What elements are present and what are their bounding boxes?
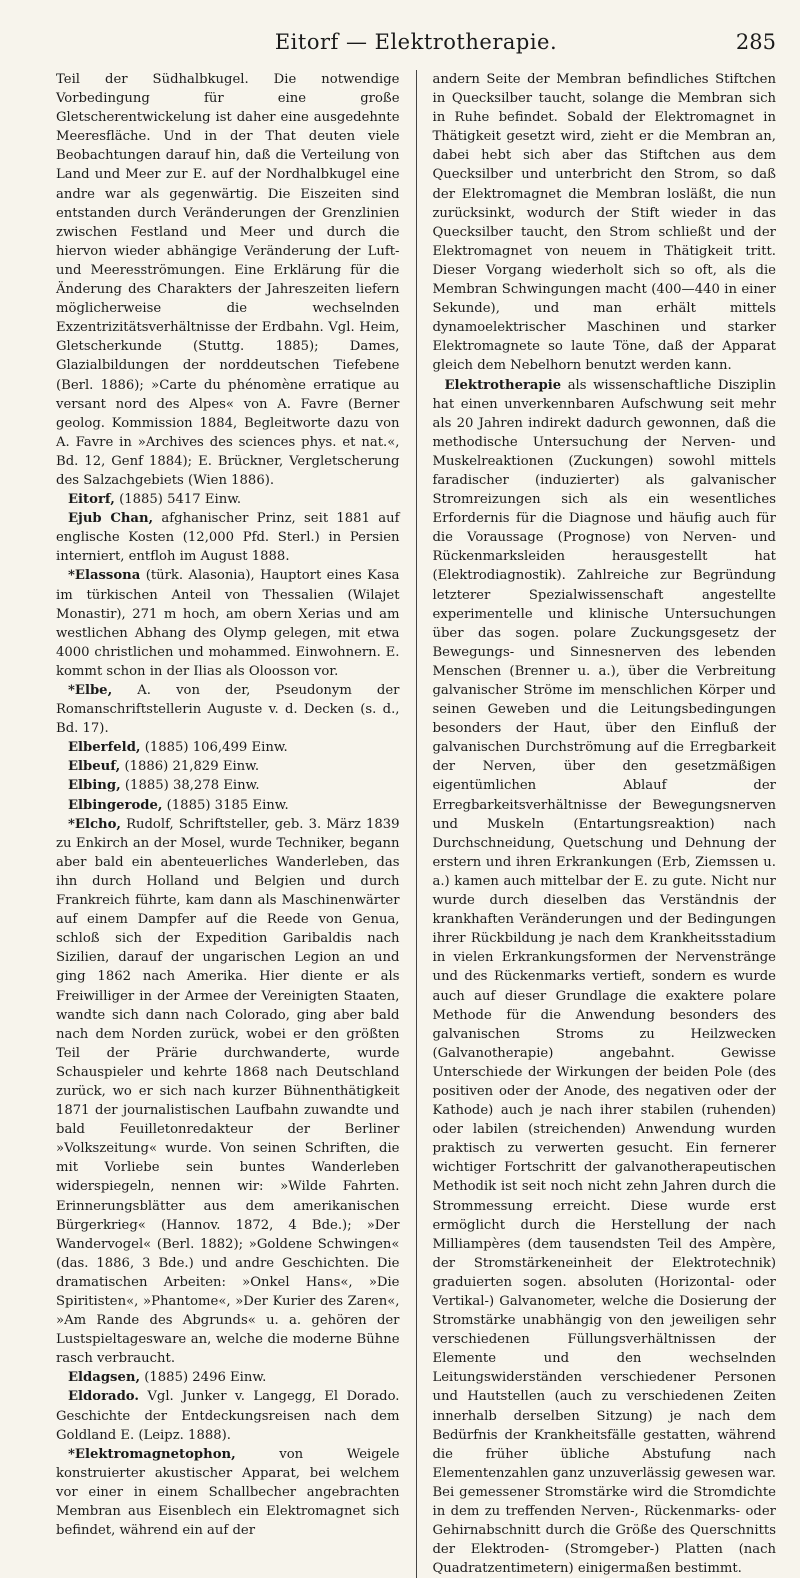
entry-text: als wissenschaftliche Disziplin hat einen unverkennbaren Aufschwung seit mehr als 20 Jahren indirekt dadurch gewonnen, daß die methodische Untersuchung der Nerven- und Muskelreaktionen (Zuckungen) sowohl mittels faradischer (induzierter) als galvanischer Stromreizungen sich als ein wesentliches Erfordernis für die Diagnose und häufig auch für die Voraussage (Prognose) von Nerven- und Rückenmarksleiden herausgestellt hat (Elektrodiagnostik). Zahlreiche zur Begründung letzterer Spezialwissenschaft angestellte experimentelle und klinische Untersuchungen über das sogen. polare Zuckungsgesetz der Bewegungs- und Sinnesnerven des lebenden Menschen (Brenner u. a.), über die Verbreitung galvanischer Ströme im menschlichen Körper und seinen Geweben und die Leitungsbedingungen besonders der Haut, über den Einfluß der galvanischen Durchströmung auf die Erregbarkeit der Nerven, über den gesetzmäßigen eigentümlichen Ablauf der Erregbarkeitsverhältnisse der Bewegungsnerven und Muskeln (Entartungsreaktion) nach Durchschneidung, Quetschung und Dehnung der erstern und ihren Erkrankungen (Erb, Ziemssen u. a.) kamen auch mittelbar der E. zu gute. Nicht nur wurde durch dieselben das Verständnis der krankhaften Veränderungen und der Bedingungen ihrer Rückbildung je nach dem Krankheitsstadium in vielen Erkrankungsformen der Nervenstränge und des Rückenmarks vertieft, sondern es wurde auch auf dieser Grundlage die exaktere polare Methode für die Anwendung besonders des galvanischen Stroms zu Heilzwecken (Galvanotherapie) angebahnt. Gewisse Unterschiede der Wirkungen der beiden Pole (des positiven oder der Anode, des negativen oder der Kathode) auch je nach ihrer stabilen (ruhenden) oder labilen (streichenden) Anwendung wurden praktisch zu verwerten gesucht. Ein fernerer wichtiger Fortschritt der galvanotherapeutischen Methodik ist seit noch nicht zehn Jahren durch die Strommessung erreicht. Diese wurde erst ermöglicht durch die Herstellung der nach Milliampères (dem tausendsten Teil des Ampère, der Stromstärkeneinheit der Elektrotechnik) graduierten sogen. absoluten (Horizontal- oder Vertikal-) Galvanometer, welche die Dosierung der Stromstärke unabhängig von den jeweiligen sehr verschiedenen Füllungsverhältnissen der Elemente und den wechselnden Leitungswiderständen verschiedener Personen und Hautstellen (auch zu verschiedenen Zeiten innerhalb derselben Sitzung) je nach dem Bedürfnis der Krankheitsfälle gestatten, während die früher übliche Abstufung nach Elementenzahlen ganz unzuverlässig gewesen war. Bei gemessener Stromstärke wird die Stromdichte in dem zu treffenden Nerven-, Rückenmarks- oder Gehirnabschnitt durch die Größe des Querschnitts der Elektroden- (Stromgeber-) Platten (nach Quadratzentimetern) einigermaßen bestimmt. [432,378,776,1577]
dictionary-entry [56,70,400,490]
column-divider [416,70,417,1578]
entry-headword: *Elcho, [68,817,121,832]
dictionary-entry [56,1368,400,1387]
entry-text: von Weigele konstruierter akustischer Apparat, bei welchem vor einer in einem Schallbecher angebrachten Membran aus Eisenblech ein Elektromagnet sich befindet, während ein auf der [56,1447,400,1538]
dictionary-entry [56,757,400,776]
right-column [432,70,776,1578]
dictionary-entry [56,738,400,757]
entry-headword: *Elbe, [68,683,112,698]
page-number: 285 [736,30,776,54]
entry-headword: Elbeuf, [68,759,120,774]
dictionary-entry [56,1445,400,1540]
dictionary-entry [432,70,776,376]
dictionary-entry [56,566,400,681]
entry-text: (türk. Alasonia), Hauptort eines Kasa im türkischen Anteil von Thessalien (Wilajet Monastir), 271 m hoch, am obern Xerias und am westlichen Abhang des Olymp gelegen, mit etwa 4000 christlichen und mohammed. Einwohnern. E. kommt schon in der Ilias als Oloosson vor. [56,568,400,678]
entry-text: Vgl. Junker v. Langegg, El Dorado. Geschichte der Entdeckungsreisen nach dem Goldland E. (Leipz. 1888). [56,1389,400,1442]
dictionary-entry [56,509,400,566]
entry-text: (1885) 106,499 Einw. [145,740,288,755]
entry-headword: Eldorado. [68,1389,139,1404]
entry-headword: Ejub Chan, [68,511,153,526]
entry-text: (1885) 38,278 Einw. [125,778,260,793]
entry-text: (1885) 3185 Einw. [167,798,289,813]
text-columns [56,70,776,1578]
entry-text: (1886) 21,829 Einw. [124,759,259,774]
entry-headword: Elbing, [68,778,121,793]
dictionary-entry [56,681,400,738]
entry-text: andern Seite der Membran befindliches Stiftchen in Quecksilber taucht, solange die Membran sich in Ruhe befindet. Sobald der Elektromagnet in Thätigkeit gesetzt wird, zieht er die Membran an, dabei hebt sich aber das Stiftchen aus dem Quecksilber und unterbricht den Strom, so daß der Elektromagnet die Membran losläßt, die nun zurücksinkt, wodurch der Stift wieder in das Quecksilber taucht, den Strom schließt und der Elektromagnet von neuem in Thätigkeit tritt. Dieser Vorgang wiederholt sich so oft, als die Membran Schwingungen macht (400—440 in einer Sekunde), und man erhält mittels dynamoelektrischer Maschinen und starker Elektromagnete so laute Töne, daß der Apparat gleich dem Nebelhorn benutzt werden kann. [432,72,776,373]
left-column [56,70,400,1578]
page-header [56,28,776,62]
entry-text: afghanischer Prinz, seit 1881 auf englische Kosten (12,000 Pfd. Sterl.) in Persien interniert, entfloh im August 1888. [56,511,400,564]
dictionary-entry [432,376,776,1578]
entry-text: A. von der, Pseudonym der Romanschriftstellerin Auguste v. d. Decken (s. d., Bd. 17). [56,683,400,736]
dictionary-entry [56,490,400,509]
entry-headword: Elbingerode, [68,798,162,813]
dictionary-entry [56,776,400,795]
entry-text: Rudolf, Schriftsteller, geb. 3. März 1839 zu Enkirch an der Mosel, wurde Techniker, begann aber bald ein abenteuerliches Wanderleben, das ihn durch Holland und Belgien und durch Frankreich führte, kam dann als Maschinenwärter auf einem Dampfer auf die Reede von Genua, schloß sich der Expedition Garibaldis nach Sizilien, darauf der ungarischen Legion an und ging 1862 nach Amerika. Hier diente er als Freiwilliger in der Armee der Vereinigten Staaten, wandte sich dann nach Colorado, ging aber bald nach dem Norden zurück, wobei er den größten Teil der Prärie durchwanderte, wurde Schauspieler und kehrte 1868 nach Deutschland zurück, wo er sich nach kurzer Bühnenthätigkeit 1871 der journalistischen Laufbahn zuwandte und bald Feuilletonredakteur der Berliner »Volkszeitung« wurde. Von seinen Schriften, die mit Vorliebe sein buntes Wanderleben widerspiegeln, nennen wir: »Wilde Fahrten. Erinnerungsblätter aus dem amerikanischen Bürgerkrieg« (Hannov. 1872, 4 Bde.); »Der Wandervogel« (Berl. 1882); »Goldene Schwingen« (das. 1886, 3 Bde.) und andre Geschichten. Die dramatischen Arbeiten: »Onkel Hans«, »Die Spiritisten«, »Phantome«, »Der Kurier des Zaren«, »Am Rande des Abgrunds« u. a. gehören der Lustspieltagesware an, welche die moderne Bühne rasch verbraucht. [56,817,400,1367]
entry-headword: *Elassona [68,568,140,583]
entry-text: Teil der Südhalbkugel. Die notwendige Vorbedingung für eine große Gletscherentwickelung ist daher eine ausgedehnte Meeresfläche. Und in der That deuten viele Beobachtungen darauf hin, daß die Verteilung von Land und Meer zur E. auf der Nordhalbkugel eine andre war als gegenwärtig. Die Eiszeiten sind entstanden durch Veränderungen der Grenzlinien zwischen Festland und Meer und durch die hiervon wieder abhängige Veränderung der Luft- und Meeresströmungen. Eine Erklärung für die Änderung des Charakters der Jahreszeiten liefern möglicherweise die wechselnden Exzentrizitätsverhältnisse der Erdbahn. Vgl. Heim, Gletscherkunde (Stuttg. 1885); Dames, Glazialbildungen der norddeutschen Tiefebene (Berl. 1886); »Carte du phénomène erratique au versant nord des Alpes« von A. Favre (Berner geolog. Kommission 1884, Begleitworte dazu von A. Favre in »Archives des sciences phys. et nat.«, Bd. 12, Genf 1884); E. Brückner, Vergletscherung des Salzachgebiets (Wien 1886). [56,72,400,488]
dictionary-entry [56,1387,400,1444]
entry-text: (1885) 2496 Einw. [144,1370,266,1385]
entry-headword: Eldagsen, [68,1370,140,1385]
entry-headword: Elektrotherapie [444,378,561,393]
running-title: Eitorf — Elektrotherapie. [56,30,776,54]
entry-headword: Elberfeld, [68,740,141,755]
entry-headword: Eitorf, [68,492,115,507]
dictionary-entry [56,815,400,1369]
entry-headword: *Elektromagnetophon, [68,1447,236,1462]
entry-text: (1885) 5417 Einw. [119,492,241,507]
dictionary-entry [56,796,400,815]
